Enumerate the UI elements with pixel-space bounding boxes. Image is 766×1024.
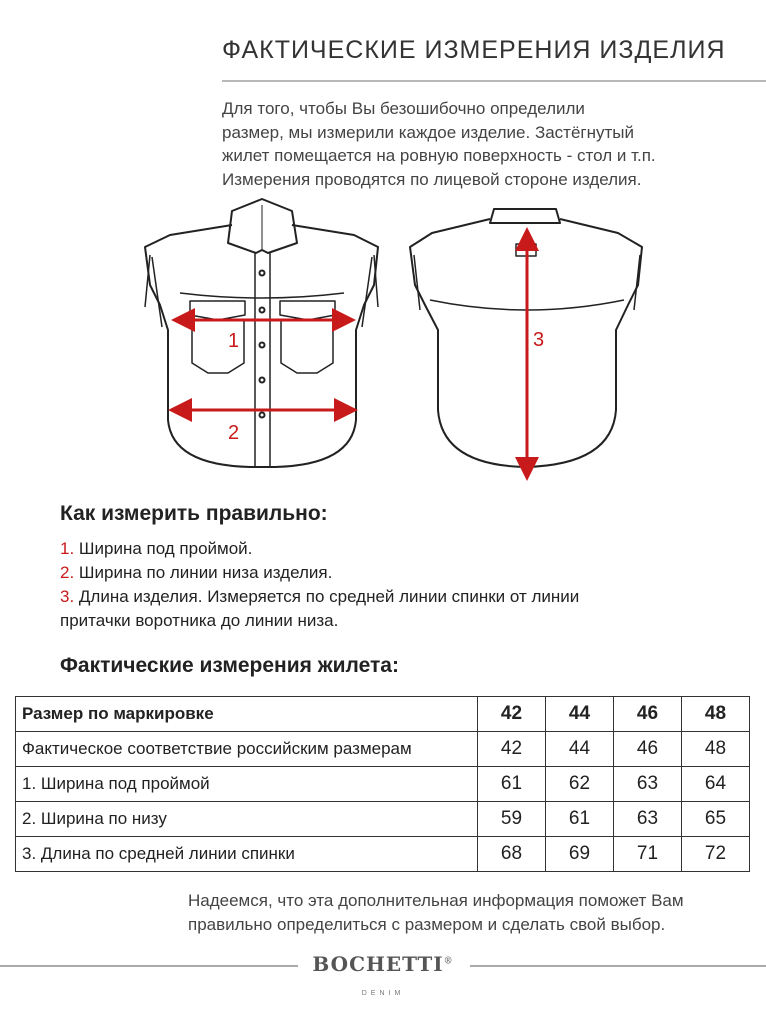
- brand-subtitle: DENIM: [361, 990, 405, 997]
- step-text: Ширина по линии низа изделия.: [74, 563, 333, 582]
- vest-front-drawing: [145, 199, 378, 467]
- step-number: 1.: [60, 539, 75, 558]
- table-row: [16, 767, 750, 802]
- intro-line: жилет помещается на ровную поверхность - стол и т.п.: [222, 146, 656, 165]
- table-cell: 72: [682, 837, 750, 872]
- table-cell: 42: [478, 732, 546, 767]
- table-cell: 62: [546, 767, 614, 802]
- intro-line: Для того, чтобы Вы безошибочно определили: [222, 99, 585, 118]
- how-to-steps: [60, 537, 579, 633]
- measurements-heading: Фактические измерения жилета:: [60, 654, 399, 677]
- step-item: [60, 537, 579, 561]
- row-label: 2. Ширина по низу: [16, 802, 478, 837]
- step-item: [60, 561, 579, 585]
- row-label: 3. Длина по средней линии спинки: [16, 837, 478, 872]
- size-table: [15, 696, 750, 872]
- brand-divider-left: [0, 965, 298, 967]
- table-cell: 61: [546, 802, 614, 837]
- step-text-continued: притачки воротника до линии низа.: [60, 611, 339, 630]
- table-cell: 63: [614, 767, 682, 802]
- table-cell: 64: [682, 767, 750, 802]
- measure-label-1: 1: [228, 330, 240, 352]
- table-row: [16, 732, 750, 767]
- measure-label-2: 2: [228, 422, 240, 444]
- table-row: [16, 837, 750, 872]
- intro-line: размер, мы измерили каждое изделие. Застёгнутый: [222, 122, 634, 142]
- row-label: Фактическое соответствие российским размерам: [16, 732, 478, 767]
- measure-label-3: 3: [533, 329, 545, 351]
- row-label: Размер по маркировке: [16, 697, 478, 732]
- table-cell: 44: [546, 732, 614, 767]
- vest-illustration: [0, 195, 766, 485]
- step-number: 2.: [60, 563, 75, 582]
- table-cell: 44: [546, 697, 614, 732]
- brand-logo: [310, 952, 456, 976]
- table-cell: 42: [478, 697, 546, 732]
- table-cell: 68: [478, 837, 546, 872]
- step-item: [60, 585, 579, 609]
- step-text: Ширина под проймой.: [74, 539, 253, 558]
- table-row: [16, 802, 750, 837]
- brand-name: BOCHETTI: [312, 952, 444, 976]
- table-cell: 48: [682, 697, 750, 732]
- brand-divider-right: [470, 965, 766, 967]
- table-cell: 61: [478, 767, 546, 802]
- intro-line: Измерения проводятся по лицевой стороне изделия.: [222, 169, 642, 189]
- table-cell: 69: [546, 837, 614, 872]
- row-label: 1. Ширина под проймой: [16, 767, 478, 802]
- page-title: ФАКТИЧЕСКИЕ ИЗМЕРЕНИЯ ИЗДЕЛИЯ: [222, 36, 726, 64]
- table-cell: 48: [682, 732, 750, 767]
- step-text: Длина изделия. Измеряется по средней линии спинки от линии: [74, 587, 580, 606]
- brand-registered-mark: ®: [443, 956, 454, 967]
- table-cell: 63: [614, 802, 682, 837]
- how-to-heading: Как измерить правильно:: [60, 502, 328, 525]
- table-row: [16, 697, 750, 732]
- table-cell: 65: [682, 802, 750, 837]
- table-cell: 59: [478, 802, 546, 837]
- footer-line: правильно определиться с размером и сделать свой выбор.: [188, 915, 666, 934]
- footer-line: Надеемся, что эта дополнительная информация поможет Вам: [188, 891, 684, 910]
- title-divider: [222, 80, 766, 82]
- table-cell: 71: [614, 837, 682, 872]
- table-cell: 46: [614, 697, 682, 732]
- table-cell: 46: [614, 732, 682, 767]
- step-number: 3.: [60, 587, 75, 606]
- intro-text: [222, 97, 656, 191]
- footer-note: [188, 889, 684, 937]
